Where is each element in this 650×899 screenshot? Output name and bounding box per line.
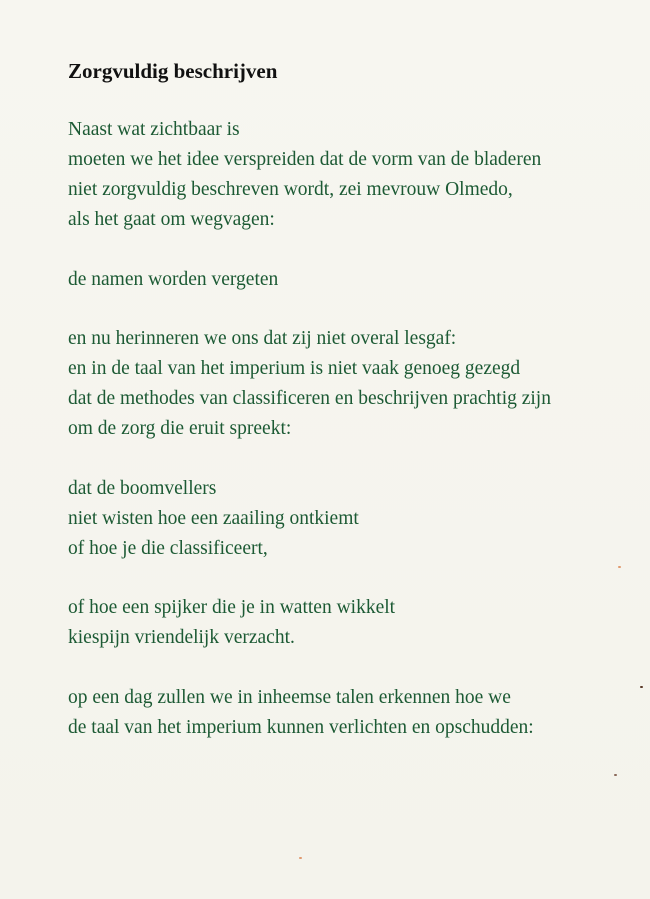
stanza-1 [68,115,638,235]
paper-speck [299,857,302,859]
stanza-4 [68,474,638,564]
poem-line: moeten we het idee verspreiden dat de vorm van de bladeren [68,148,542,170]
poem-line: dat de methodes van classificeren en beschrijven prachtig zijn [68,388,551,410]
stanza-6 [68,683,638,743]
poem-line: de taal van het imperium kunnen verlichten en opschudden: [68,717,534,739]
paper-speck [614,774,617,776]
paper-speck [618,566,621,568]
poem-line: de namen worden vergeten [68,268,279,290]
poem-line: om de zorg die eruit spreekt: [68,418,292,440]
poem-line: of hoe een spijker die je in watten wikkelt [68,597,396,619]
stanza-5 [68,593,638,653]
poem-title: Zorgvuldig beschrijven [68,59,278,83]
poem-body [68,115,638,773]
poem-line: Naast wat zichtbaar is [68,119,240,140]
poem-line: op een dag zullen we in inheemse talen erkennen hoe we [68,687,511,709]
paper-speck [640,686,643,688]
poem-line: niet wisten hoe een zaailing ontkiemt [68,507,359,529]
poem-line: niet zorgvuldig beschreven wordt, zei mevrouw Olmedo, [68,178,513,200]
poem-line: en nu herinneren we ons dat zij niet overal lesgaf: [68,328,457,350]
poem-line: of hoe je die classificeert, [68,537,268,559]
poem-line: als het gaat om wegvagen: [68,208,275,230]
poem-line: kiespijn vriendelijk verzacht. [68,627,295,649]
stanza-2 [68,265,638,295]
poem-line: dat de boomvellers [68,477,217,499]
stanza-3 [68,324,638,444]
poem-line: en in de taal van het imperium is niet vaak genoeg gezegd [68,358,521,380]
